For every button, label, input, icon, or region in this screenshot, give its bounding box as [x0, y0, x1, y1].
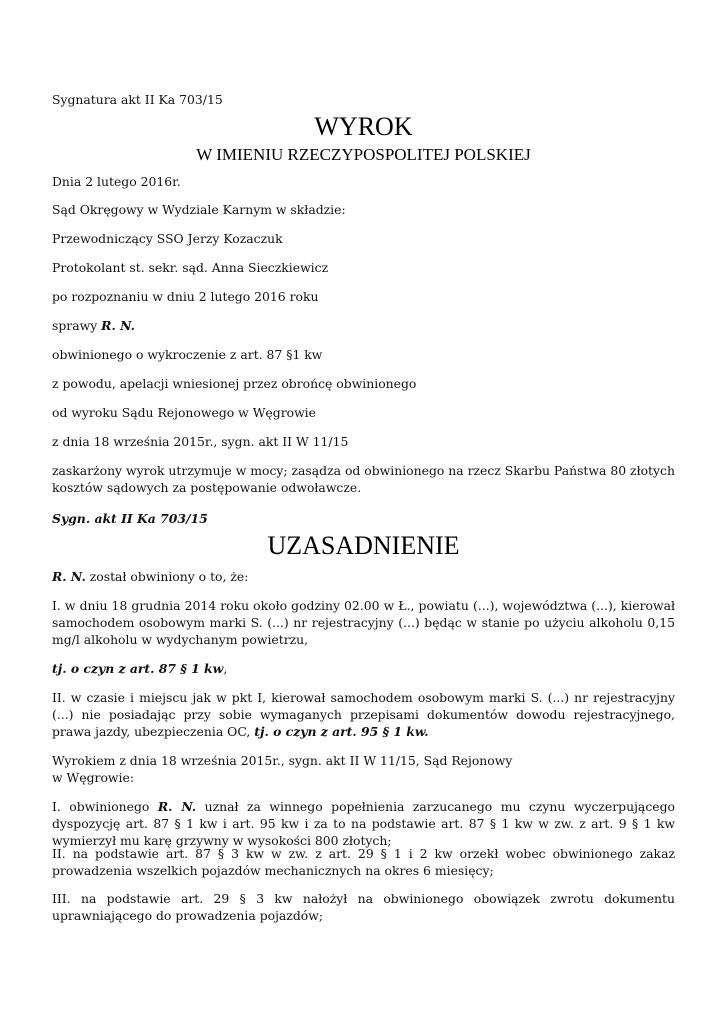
- verdict-date: Dnia 2 lutego 2016r.: [52, 174, 181, 189]
- count-one-qual-text: tj. o czyn z art. 87 § 1 kw: [52, 661, 224, 676]
- appeal-line: z powodu, apelacji wniesionej przez obrońcę obwinionego: [52, 376, 417, 391]
- justification-title: UZASADNIENIE: [267, 531, 460, 560]
- case-of: [52, 317, 135, 334]
- point-one-a: I. obwinionego: [52, 799, 158, 814]
- court-clerk: Protokolant st. sekr. sąd. Anna Sieczkiewicz: [52, 260, 329, 275]
- charge-line: obwinionego o wykroczenie z art. 87 §1 kw: [52, 347, 323, 362]
- defendant-name: R. N.: [101, 318, 135, 333]
- verdict-point-two: II. na podstawie art. 87 § 3 kw w zw. z art. 29 § 1 i 2 kw orzekł wobec obwinionego zakaz prowadzenia wszelkich pojazdów mechanicznych na okres 6 miesięcy;: [52, 846, 675, 878]
- count-one-qualification: [52, 660, 227, 677]
- verdict-point-one: [52, 798, 675, 849]
- case-prefix: sprawy: [52, 318, 102, 333]
- ruling-paragraph: zaskarżony wyrok utrzymuje w mocy; zasądza od obwinionego na rzecz Skarbu Państwa 80 złotych kosztów sądowych za postępowanie odwoławcze.: [52, 463, 675, 495]
- accused-text: został obwiniony o to, że:: [85, 569, 249, 584]
- verdict-title: WYROK: [314, 112, 413, 141]
- accused-name: R. N.: [52, 569, 86, 584]
- count-two-text: II. w czasie i miejscu jak w pkt I, kierował samochodem osobowym marki S. (...) nr rejestracyjny (...) nie posiadając przy sobie wymaganych przepisami dokumentów dowodu rejestracyjnego, prawa jazdy, ubezpieczenia OC,: [52, 690, 675, 739]
- point-one-b: uznał za winnego popełnienia zarzucanego mu czynu wyczerpującego dyspozycję art. 87 § 1 kw i art. 95 kw i za to na podstawie art. 87 § 1 kw w zw. z art. 9 § 1 kw wymierzył mu karę grzywny w wysokości 800 złotych;: [52, 799, 675, 848]
- count-one: I. w dniu 18 grudnia 2014 roku około godziny 02.00 w Ł., powiatu (...), województwa (...), kierował samochodem osobowym marki S. (...) nr rejestracyjny (...) będąc w stanie po użyciu alkoholu 0,15 mg/l alkoholu w wydychanym powietrzu,: [52, 598, 675, 647]
- lower-court-line: od wyroku Sądu Rejonowego w Węgrowie: [52, 405, 316, 420]
- point-one-name: R. N.: [157, 799, 197, 814]
- presiding-judge: Przewodniczący SSO Jerzy Kozaczuk: [52, 231, 283, 246]
- lower-verdict-intro-2: w Węgrowie:: [52, 770, 135, 785]
- justification-signature: Sygn. akt II Ka 703/15: [52, 511, 208, 526]
- court-composition: Sąd Okręgowy w Wydziale Karnym w składzie:: [52, 202, 346, 217]
- count-one-qual-tail: ,: [223, 661, 228, 676]
- accusation-intro: [52, 568, 248, 585]
- case-signature: Sygnatura akt II Ka 703/15: [52, 92, 223, 107]
- count-two-qual: tj. o czyn z art. 95 § 1 kw.: [254, 724, 429, 739]
- verdict-point-three: III. na podstawie art. 29 § 3 kw nałożył na obwinionego obowiązek zwrotu dokumentu uprawniającego do prowadzenia pojazdów;: [52, 891, 675, 923]
- lower-court-date: z dnia 18 września 2015r., sygn. akt II W 11/15: [52, 434, 349, 449]
- verdict-subtitle: W IMIENIU RZECZYPOSPOLITEJ POLSKIEJ: [196, 145, 531, 164]
- lower-verdict-intro-1: Wyrokiem z dnia 18 września 2015r., sygn. akt II W 11/15, Sąd Rejonowy: [52, 753, 513, 768]
- hearing-date: po rozpoznaniu w dniu 2 lutego 2016 roku: [52, 289, 319, 304]
- count-two: [52, 689, 675, 740]
